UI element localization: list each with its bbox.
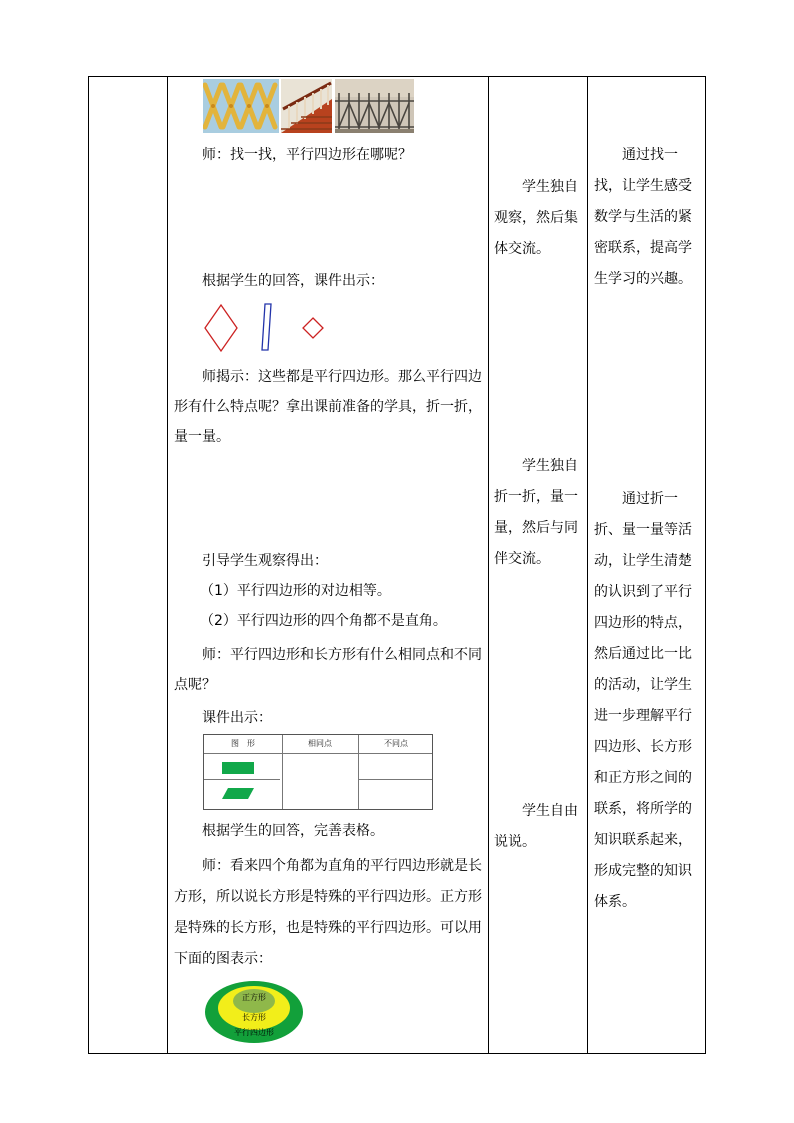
teacher-find-text: 师：找一找，平行四边形在哪呢？ (202, 147, 412, 163)
student-activity-2: 学生独自折一折，量一量，然后与同伴交流。 (494, 458, 578, 567)
fence-gate-photo (335, 79, 414, 133)
stair-railing-photo (281, 79, 332, 133)
point-two-text: （2）平行四边形的四个角都不是直角。 (200, 613, 447, 629)
design-intent-2: 通过折一折、量一量等活动，让学生清楚的认识到了平行四边形的特点，然后通过比一比的活动，让学生进一步理解平行四边形、长方形和正方形之间的联系，将所学的知识联系起来，形成完整的知识体系。 (594, 491, 692, 910)
guide-observe-text: 引导学生观察得出： (202, 553, 328, 569)
lattice-photo (203, 79, 279, 133)
column-divider (488, 76, 489, 1054)
venn-square-label: 正方形 (242, 993, 266, 1002)
complete-table-text: 根据学生的回答，完善表格。 (202, 823, 384, 839)
parallelogram-shape (222, 788, 254, 799)
comparison-table (203, 734, 433, 810)
teacher-compare-text: 师：平行四边形和长方形有什么相同点和不同点呢？ (174, 647, 482, 693)
point-one-text: （1）平行四边形的对边相等。 (200, 583, 391, 599)
rhombus-shape (205, 305, 237, 351)
courseware-show-text: 根据学生的回答，课件出示： (202, 273, 384, 289)
small-rhombus-shape (303, 318, 323, 338)
teacher-conclude-text: 师：看来四个角都为直角的平行四边形就是长方形，所以说长方形是特殊的平行四边形。正方形是特殊的长方形，也是特殊的平行四边形。可以用下面的图表示： (174, 858, 482, 967)
parallelogram-shapes (200, 300, 335, 354)
teacher-reveal-text: 师揭示：这些都是平行四边形。那么平行四边形有什么特点呢？拿出课前准备的学具，折一折，量一量。 (174, 369, 482, 445)
header-differences: 不同点 (384, 739, 408, 748)
courseware-show-2-text: 课件出示： (202, 710, 272, 726)
header-similarities: 相同点 (308, 739, 332, 748)
venn-rectangle-label: 长方形 (242, 1013, 266, 1022)
slanted-strip-shape (262, 304, 271, 350)
column-divider (587, 76, 588, 1054)
rectangle-shape (222, 762, 254, 774)
student-activity-3: 学生自由说说。 (494, 803, 578, 850)
venn-parallelogram-label: 平行四边形 (234, 1028, 274, 1037)
student-activity-1: 学生独自观察，然后集体交流。 (494, 179, 578, 257)
column-divider (167, 76, 168, 1054)
design-intent-1: 通过找一找，让学生感受数学与生活的紧密联系，提高学生学习的兴趣。 (594, 147, 692, 287)
header-shape: 图 形 (231, 739, 255, 748)
